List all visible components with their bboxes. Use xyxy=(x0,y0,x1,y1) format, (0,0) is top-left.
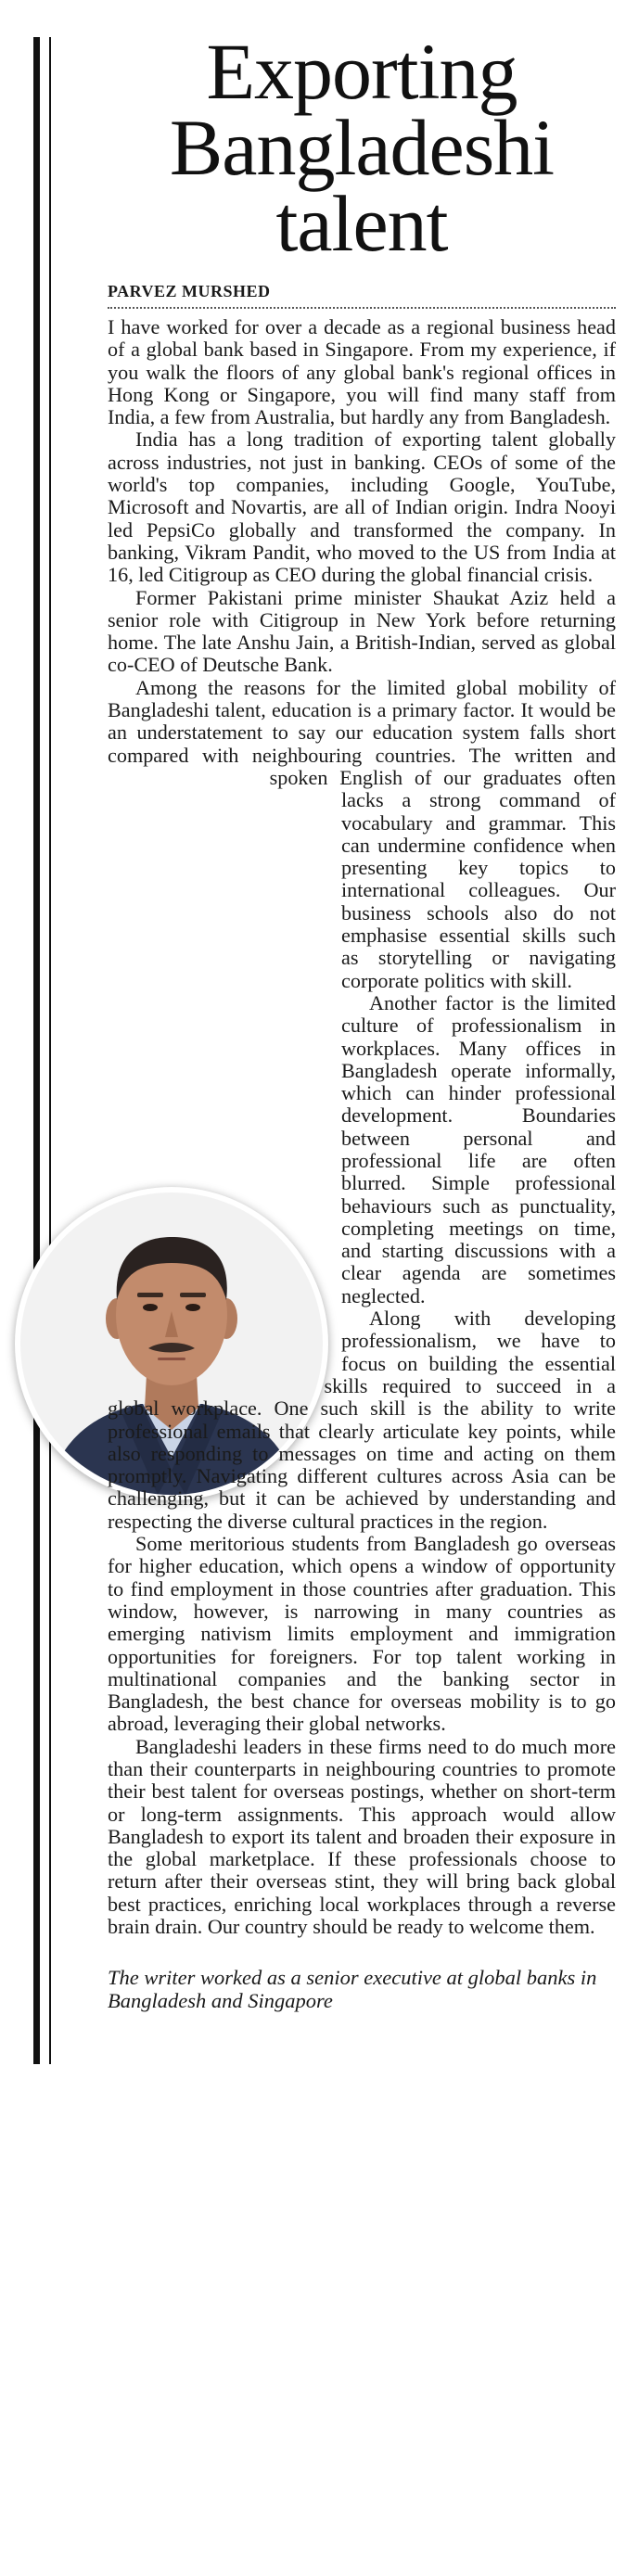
article-column xyxy=(108,27,616,2013)
paragraph-4: Among the reasons for the limited global mobility of Bangladeshi talent, education is a primary factor. It would be an understatement to say our education system falls short compared with neighbouring countries. The written and spoken English of our graduates often lacks a strong command of vocabulary and grammar. This can undermine confidence when presenting key topics to international colleagues. Our business schools also do not emphasise essential skills such as storytelling or navigating corporate politics with skill. xyxy=(108,675,616,992)
headline-line-3: talent xyxy=(275,179,448,268)
paragraph-5: Another factor is the limited culture of professionalism in workplaces. Many offices in Bangladesh operate informally, which can hinder professional development. Boundaries between personal and professional life are often blurred. Simple professional behaviours such as punctuality, completing meetings on time, and starting discussions with a clear agenda are sometimes neglected. xyxy=(341,990,616,1307)
column-rule-thick xyxy=(33,37,40,2064)
headline-line-2: Bangladeshi xyxy=(169,103,555,192)
headline-line-1: Exporting xyxy=(206,27,517,116)
column-rule-thin xyxy=(49,37,51,2064)
headline xyxy=(108,27,616,268)
paragraph-6: Along with developing professionalism, we have to focus on building the essential skills required to succeed in a global workplace. One such skill is the ability to write professional emails that clearly articulate key points, while also responding to messages on time and acting on them promptly. Navigating different cultures across Asia can be challenging, but it can be achieved by understanding and respecting the diverse cultural practices in the region. xyxy=(108,1307,616,1533)
byline: PARVEZ MURSHED xyxy=(108,282,616,309)
paragraph-8: Bangladeshi leaders in these firms need to do much more than their counterparts in neighbouring countries to promote their best talent for overseas postings, whether on short-term or long-term assignments. This approach would allow Bangladesh to export its talent and broaden their exposure in the global marketplace. If these professionals choose to return after their overseas stint, they will bring back global best practices, enriching local workplaces through a reverse brain drain. Our country should be ready to welcome them. xyxy=(108,1734,616,1939)
article-body xyxy=(108,316,616,1938)
paragraph-7: Some meritorious students from Bangladesh go overseas for higher education, which opens a window of opportunity to find employment in those countries after graduation. This window, however, is narrowing in many countries as emerging nativism limits employment and immigration opportunities for foreigners. For top talent working in multinational companies and the banking sector in Bangladesh, the best chance for overseas mobility is to go abroad, leveraging their global networks. xyxy=(108,1532,616,1736)
paragraph-2: India has a long tradition of exporting talent globally across industries, not just in banking. CEOs of some of the world's top companies, including Google, YouTube, Microsoft and Novartis, are all of Indian origin. Indra Nooyi led PepsiCo globally and transformed the company. In banking, Vikram Pandit, who moved to the US from India at 16, led Citigroup as CEO during the global financial crisis. xyxy=(108,427,616,587)
paragraph-1: I have worked for over a decade as a regional business head of a global bank based in Singapore. From my experience, if you walk the floors of any global bank's regional offices in Hong Kong or Singapore, you will find many staff from India, a few from Australia, but hardly any from Bangladesh. xyxy=(108,315,616,429)
author-note: The writer worked as a senior executive at global banks in Bangladesh and Singapore xyxy=(108,1966,597,2013)
paragraph-3: Former Pakistani prime minister Shaukat Aziz held a senior role with Citigroup in New York before returning home. The late Anshu Jain, a British-Indian, served as global co-CEO of Deutsche Bank. xyxy=(108,585,616,677)
